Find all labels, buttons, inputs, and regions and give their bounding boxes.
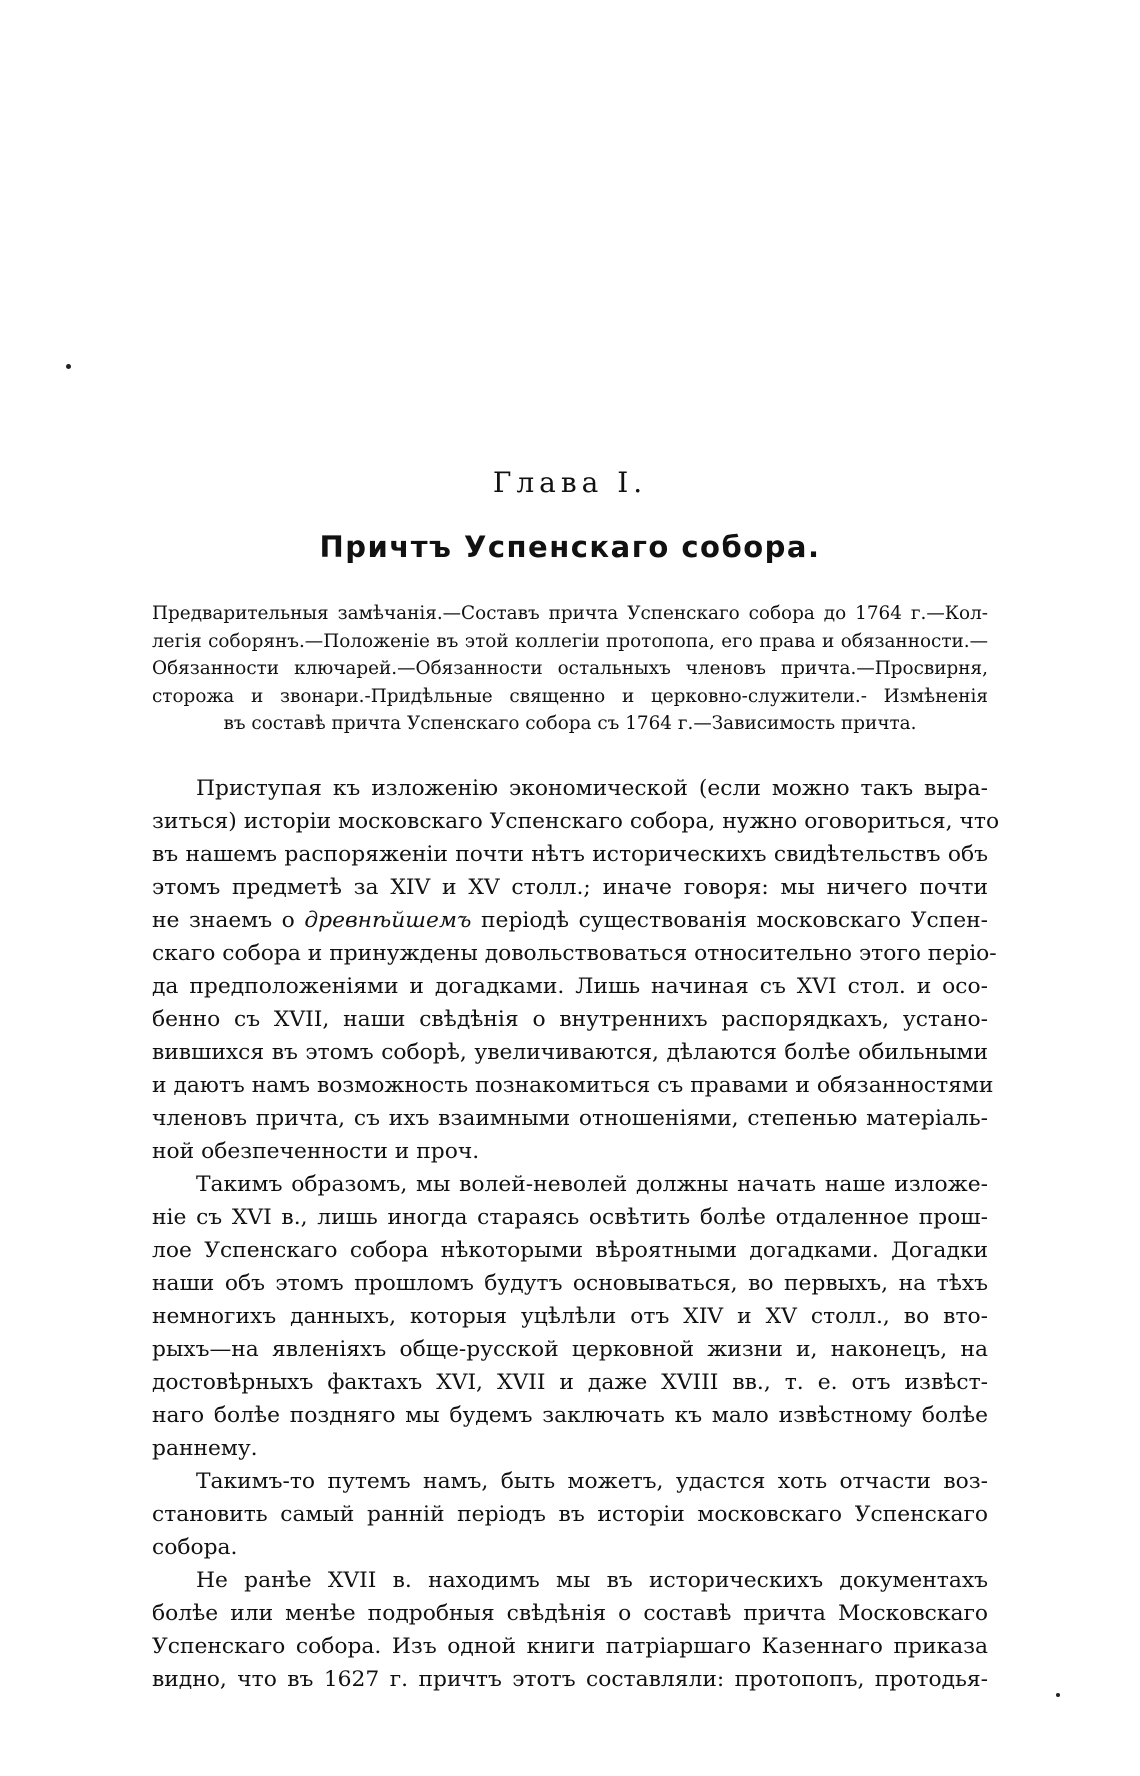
paragraph-line: раннему. xyxy=(152,1436,258,1461)
scan-speck xyxy=(66,364,71,369)
paragraph-line: скаго собора и принуждены довольствоваться относительно этого періо- xyxy=(152,941,997,966)
paragraph-line: да предположеніями и догадками. Лишь начиная съ XVI стол. и осо- xyxy=(152,974,988,999)
chapter-label: Глава I. xyxy=(492,466,648,499)
paragraph-line: зиться) исторіи московскаго Успенскаго собора, нужно оговориться, что xyxy=(152,809,1000,834)
body-text xyxy=(152,772,1000,1696)
paragraph-line: этомъ предметѣ за XIV и XV столл.; иначе говоря: мы ничего почти xyxy=(152,875,988,900)
paragraph-line: наго болѣе поздняго мы будемъ заключать къ мало извѣстному болѣе xyxy=(152,1403,988,1428)
paragraph-line: становить самый ранній періодъ въ исторіи московскаго Успенскаго xyxy=(152,1502,988,1527)
paragraph-line: наши объ этомъ прошломъ будутъ основываться, во первыхъ, на тѣхъ xyxy=(152,1271,988,1296)
paragraph-line: рыхъ—на явленіяхъ обще-русской церковной жизни и, наконецъ, на xyxy=(152,1337,988,1362)
paragraph-line: Успенскаго собора. Изъ одной книги патріаршаго Казеннаго приказа xyxy=(152,1634,988,1659)
paragraph-line: ной обезпеченности и проч. xyxy=(152,1139,480,1164)
paragraph-line: Такимъ образомъ, мы волей-неволей должны начать наше изложе- xyxy=(196,1172,988,1197)
paragraph-line: бенно съ XVII, наши свѣдѣнія о внутреннихъ распорядкахъ, устано- xyxy=(152,1007,988,1032)
summary-line: Обязанности ключарей.—Обязанности остальныхъ членовъ причта.—Просвирня, xyxy=(152,658,988,679)
scan-speck xyxy=(1056,1693,1060,1697)
text-run: періодѣ существованія московскаго Успен- xyxy=(471,908,989,933)
paragraph-line: достовѣрныхъ фактахъ XVI, XVII и даже XVIII вв., т. е. отъ извѣст- xyxy=(152,1370,988,1395)
chapter-summary xyxy=(152,600,988,738)
paragraph-line: Такимъ-то путемъ намъ, быть можетъ, удастся хоть отчасти воз- xyxy=(196,1469,988,1494)
text-run: не знаемъ о xyxy=(152,908,305,933)
paragraph-line: Не ранѣе XVII в. находимъ мы въ историческихъ документахъ xyxy=(196,1568,988,1593)
summary-line: въ составѣ причта Успенскаго собора съ 1764 г.—Зависимость причта. xyxy=(223,713,917,734)
summary-line: легія соборянъ.—Положеніе въ этой коллегіи протопопа, его права и обязанности.— xyxy=(152,630,988,652)
paragraph-line: въ нашемъ распоряженіи почти нѣтъ историческихъ свидѣтельствъ объ xyxy=(152,842,988,867)
chapter-title: Причтъ Успенскаго собора. xyxy=(319,530,821,564)
paragraph-line: и даютъ намъ возможность познакомиться съ правами и обязанностями xyxy=(152,1073,994,1098)
paragraph-line: вившихся въ этомъ соборѣ, увеличиваются, дѣлаются болѣе обильными xyxy=(152,1040,988,1065)
paragraph-line: собора. xyxy=(152,1535,238,1560)
paragraph-line: Приступая къ изложенію экономической (если можно такъ выра- xyxy=(196,776,988,801)
paragraph-line: лое Успенскаго собора нѣкоторыми вѣроятными догадками. Догадки xyxy=(152,1238,988,1263)
paragraph-line: немногихъ данныхъ, которыя уцѣлѣли отъ XIV и XV столл., во вто- xyxy=(152,1304,988,1329)
italic-term: древнѣйшемъ xyxy=(304,908,472,933)
summary-line: сторожа и звонари.-Придѣльные священно и церковно-служители.- Измѣненія xyxy=(152,685,988,707)
paragraph-line: болѣе или менѣе подробныя свѣдѣнія о составѣ причта Московскаго xyxy=(152,1601,988,1626)
paragraph-line: видно, что въ 1627 г. причтъ этотъ составляли: протопопъ, протодья- xyxy=(152,1667,988,1692)
paragraph-line: членовъ причта, съ ихъ взаимными отношеніями, степенью матеріаль- xyxy=(152,1106,988,1131)
summary-line: Предварительныя замѣчанія.—Составъ причта Успенскаго собора до 1764 г.—Кол- xyxy=(152,603,988,624)
paragraph-line: ніе съ XVI в., лишь иногда стараясь освѣтить болѣе отдаленное прош- xyxy=(152,1205,988,1230)
paragraph-line xyxy=(152,904,988,937)
